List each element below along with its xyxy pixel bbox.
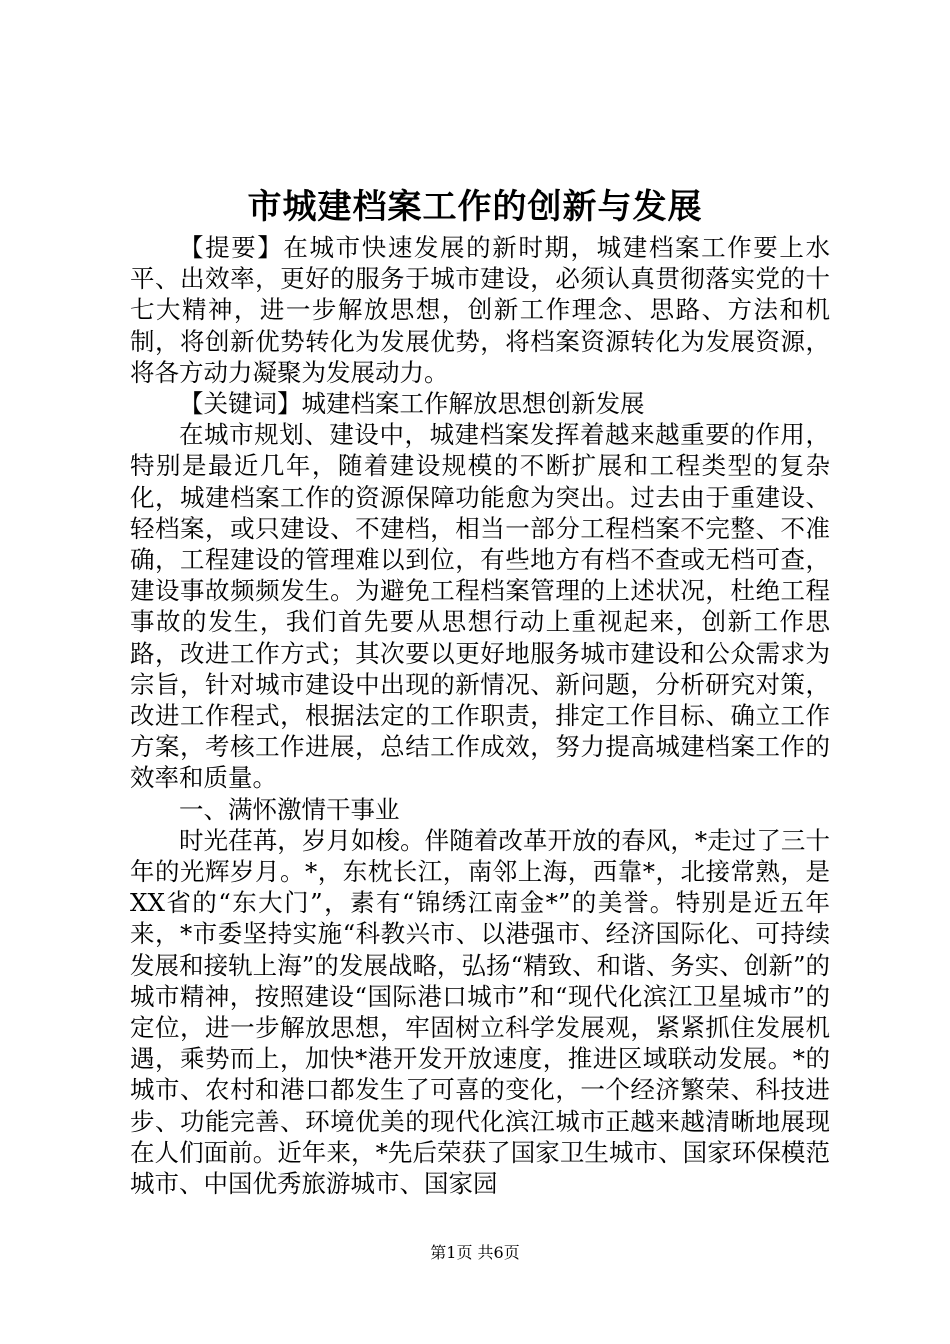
section-paragraph: 时光荏苒，岁月如梭。伴随着改革开放的春风，*走过了三十年的光辉岁月。*，东枕长江，南邻上海，西靠*，北接常熟，是XX省的“东大门”，素有“锦绣江南金*”的美誉。特别是近五年来，*市委坚持实施“科教兴市、以港强市、经济国际化、可持续发展和接轨上海”的发展战略，弘扬“精致、和谐、务实、创新”的城市精神，按照建设“国际港口城市”和“现代化滨江卫星城市”的定位，进一步解放思想，牢固树立科学发展观，紧紧抓住发展机遇，乘势而上，加快*港开发开放速度，推进区域联动发展。*的城市、农村和港口都发生了可喜的变化，一个经济繁荣、科技进步、功能完善、环境优美的现代化滨江城市正越来越清晰地展现在人们面前。近年来，*先后荣获了国家卫生城市、国家环保模范城市、中国优秀旅游城市、国家园 — [130, 825, 830, 1199]
keywords-paragraph: 【关键词】城建档案工作解放思想创新发展 — [179, 389, 645, 419]
abstract-paragraph: 【提要】在城市快速发展的新时期，城建档案工作要上水平、出效率，更好的服务于城市建设，必须认真贯彻落实党的十七大精神，进一步解放思想，创新工作理念、思路、方法和机制，将创新优势转化为发展优势，将档案资源转化为发展资源，将各方动力凝聚为发展动力。 — [130, 233, 830, 387]
document-title: 市城建档案工作的创新与发展 — [247, 187, 703, 227]
document-body — [130, 232, 830, 1199]
section-heading: 一、满怀激情干事业 — [179, 794, 400, 824]
body-paragraph: 在城市规划、建设中，城建档案发挥着越来越重要的作用，特别是最近几年，随着建设规模的不断扩展和工程类型的复杂化，城建档案工作的资源保障功能愈为突出。过去由于重建设、轻档案，或只建设、不建档，相当一部分工程档案不完整、不准确，工程建设的管理难以到位，有些地方有档不查或无档可查，建设事故频频发生。为避免工程档案管理的上述状况，杜绝工程事故的发生，我们首先要从思想行动上重视起来，创新工作思路，改进工作方式；其次要以更好地服务城市建设和公众需求为宗旨，针对城市建设中出现的新情况、新问题，分析研究对策，改进工作程式，根据法定的工作职责，排定工作目标、确立工作方案，考核工作进展，总结工作成效，努力提高城建档案工作的效率和质量。 — [130, 420, 830, 793]
page-footer: 第1页 共6页 — [430, 1243, 520, 1262]
